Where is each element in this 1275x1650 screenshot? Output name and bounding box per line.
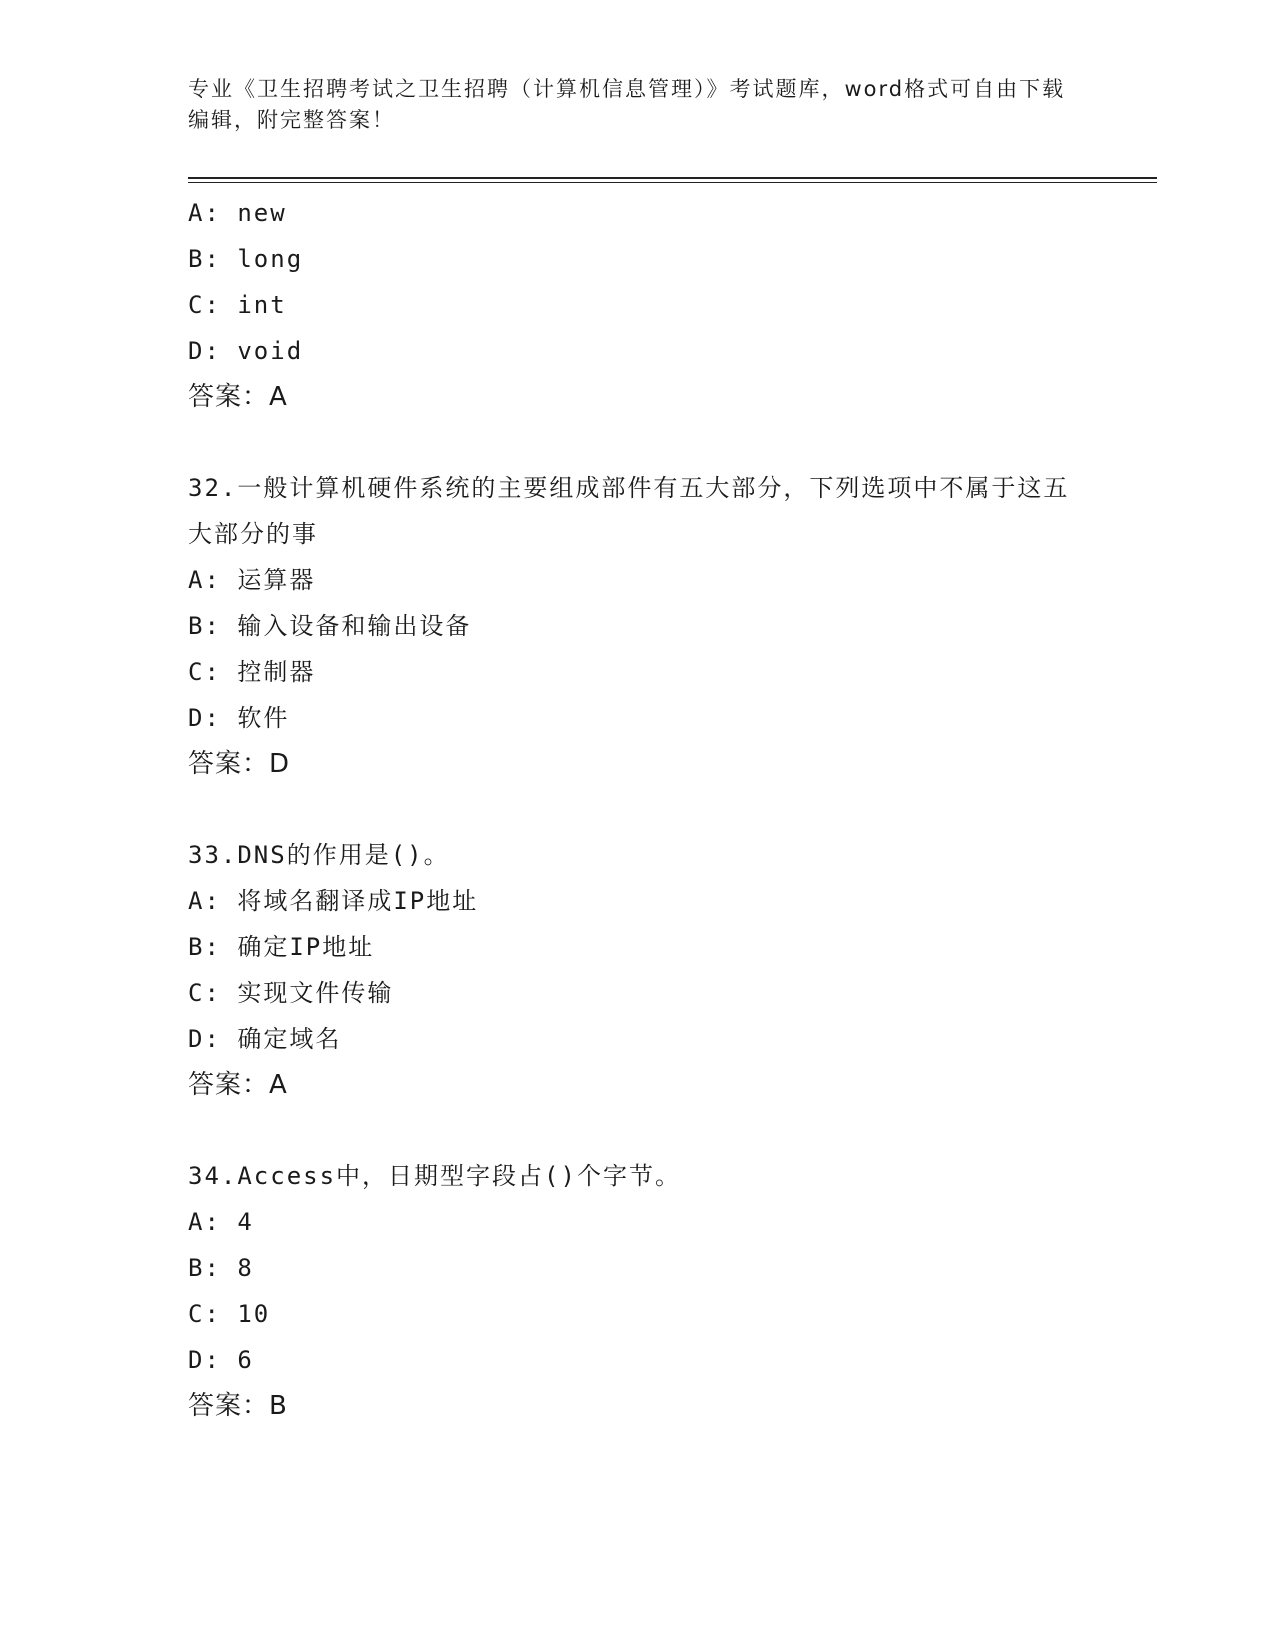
answer-line: 答案：B [188, 1391, 288, 1421]
question-text: 32.一般计算机硬件系统的主要组成部件有五大部分，下列选项中不属于这五大部分的事 [188, 474, 1070, 548]
option-c: C: 实现文件传输 [188, 979, 394, 1007]
option-a: A: 将域名翻译成IP地址 [188, 887, 479, 915]
question-list [188, 190, 1088, 1429]
option-d: D: 确定域名 [188, 1025, 342, 1053]
option-a: A: new [188, 199, 287, 227]
option-d: D: void [188, 337, 304, 365]
answer-line: 答案：D [188, 749, 291, 779]
answer-line: 答案：A [188, 382, 288, 412]
header-divider-thin [188, 182, 1157, 183]
option-b: B: long [188, 245, 304, 273]
option-c: C: 10 [188, 1300, 271, 1328]
option-a: A: 4 [188, 1208, 254, 1236]
option-d: D: 软件 [188, 704, 290, 732]
option-b: B: 确定IP地址 [188, 933, 375, 961]
option-b: B: 8 [188, 1254, 254, 1282]
question-text: 34.Access中，日期型字段占()个字节。 [188, 1162, 681, 1190]
option-c: C: int [188, 291, 287, 319]
document-header: 专业《卫生招聘考试之卫生招聘（计算机信息管理）》考试题库，word格式可自由下载编辑，附完整答案！ [188, 77, 1066, 132]
option-b: B: 输入设备和输出设备 [188, 612, 472, 640]
option-d: D: 6 [188, 1346, 254, 1374]
answer-line: 答案：A [188, 1070, 288, 1100]
question-block [188, 190, 1088, 420]
question-block [188, 832, 1088, 1108]
header-divider-thick [188, 177, 1157, 179]
question-block [188, 1153, 1088, 1429]
option-a: A: 运算器 [188, 566, 316, 594]
question-text: 33.DNS的作用是()。 [188, 841, 450, 869]
option-c: C: 控制器 [188, 658, 316, 686]
question-block [188, 465, 1088, 787]
